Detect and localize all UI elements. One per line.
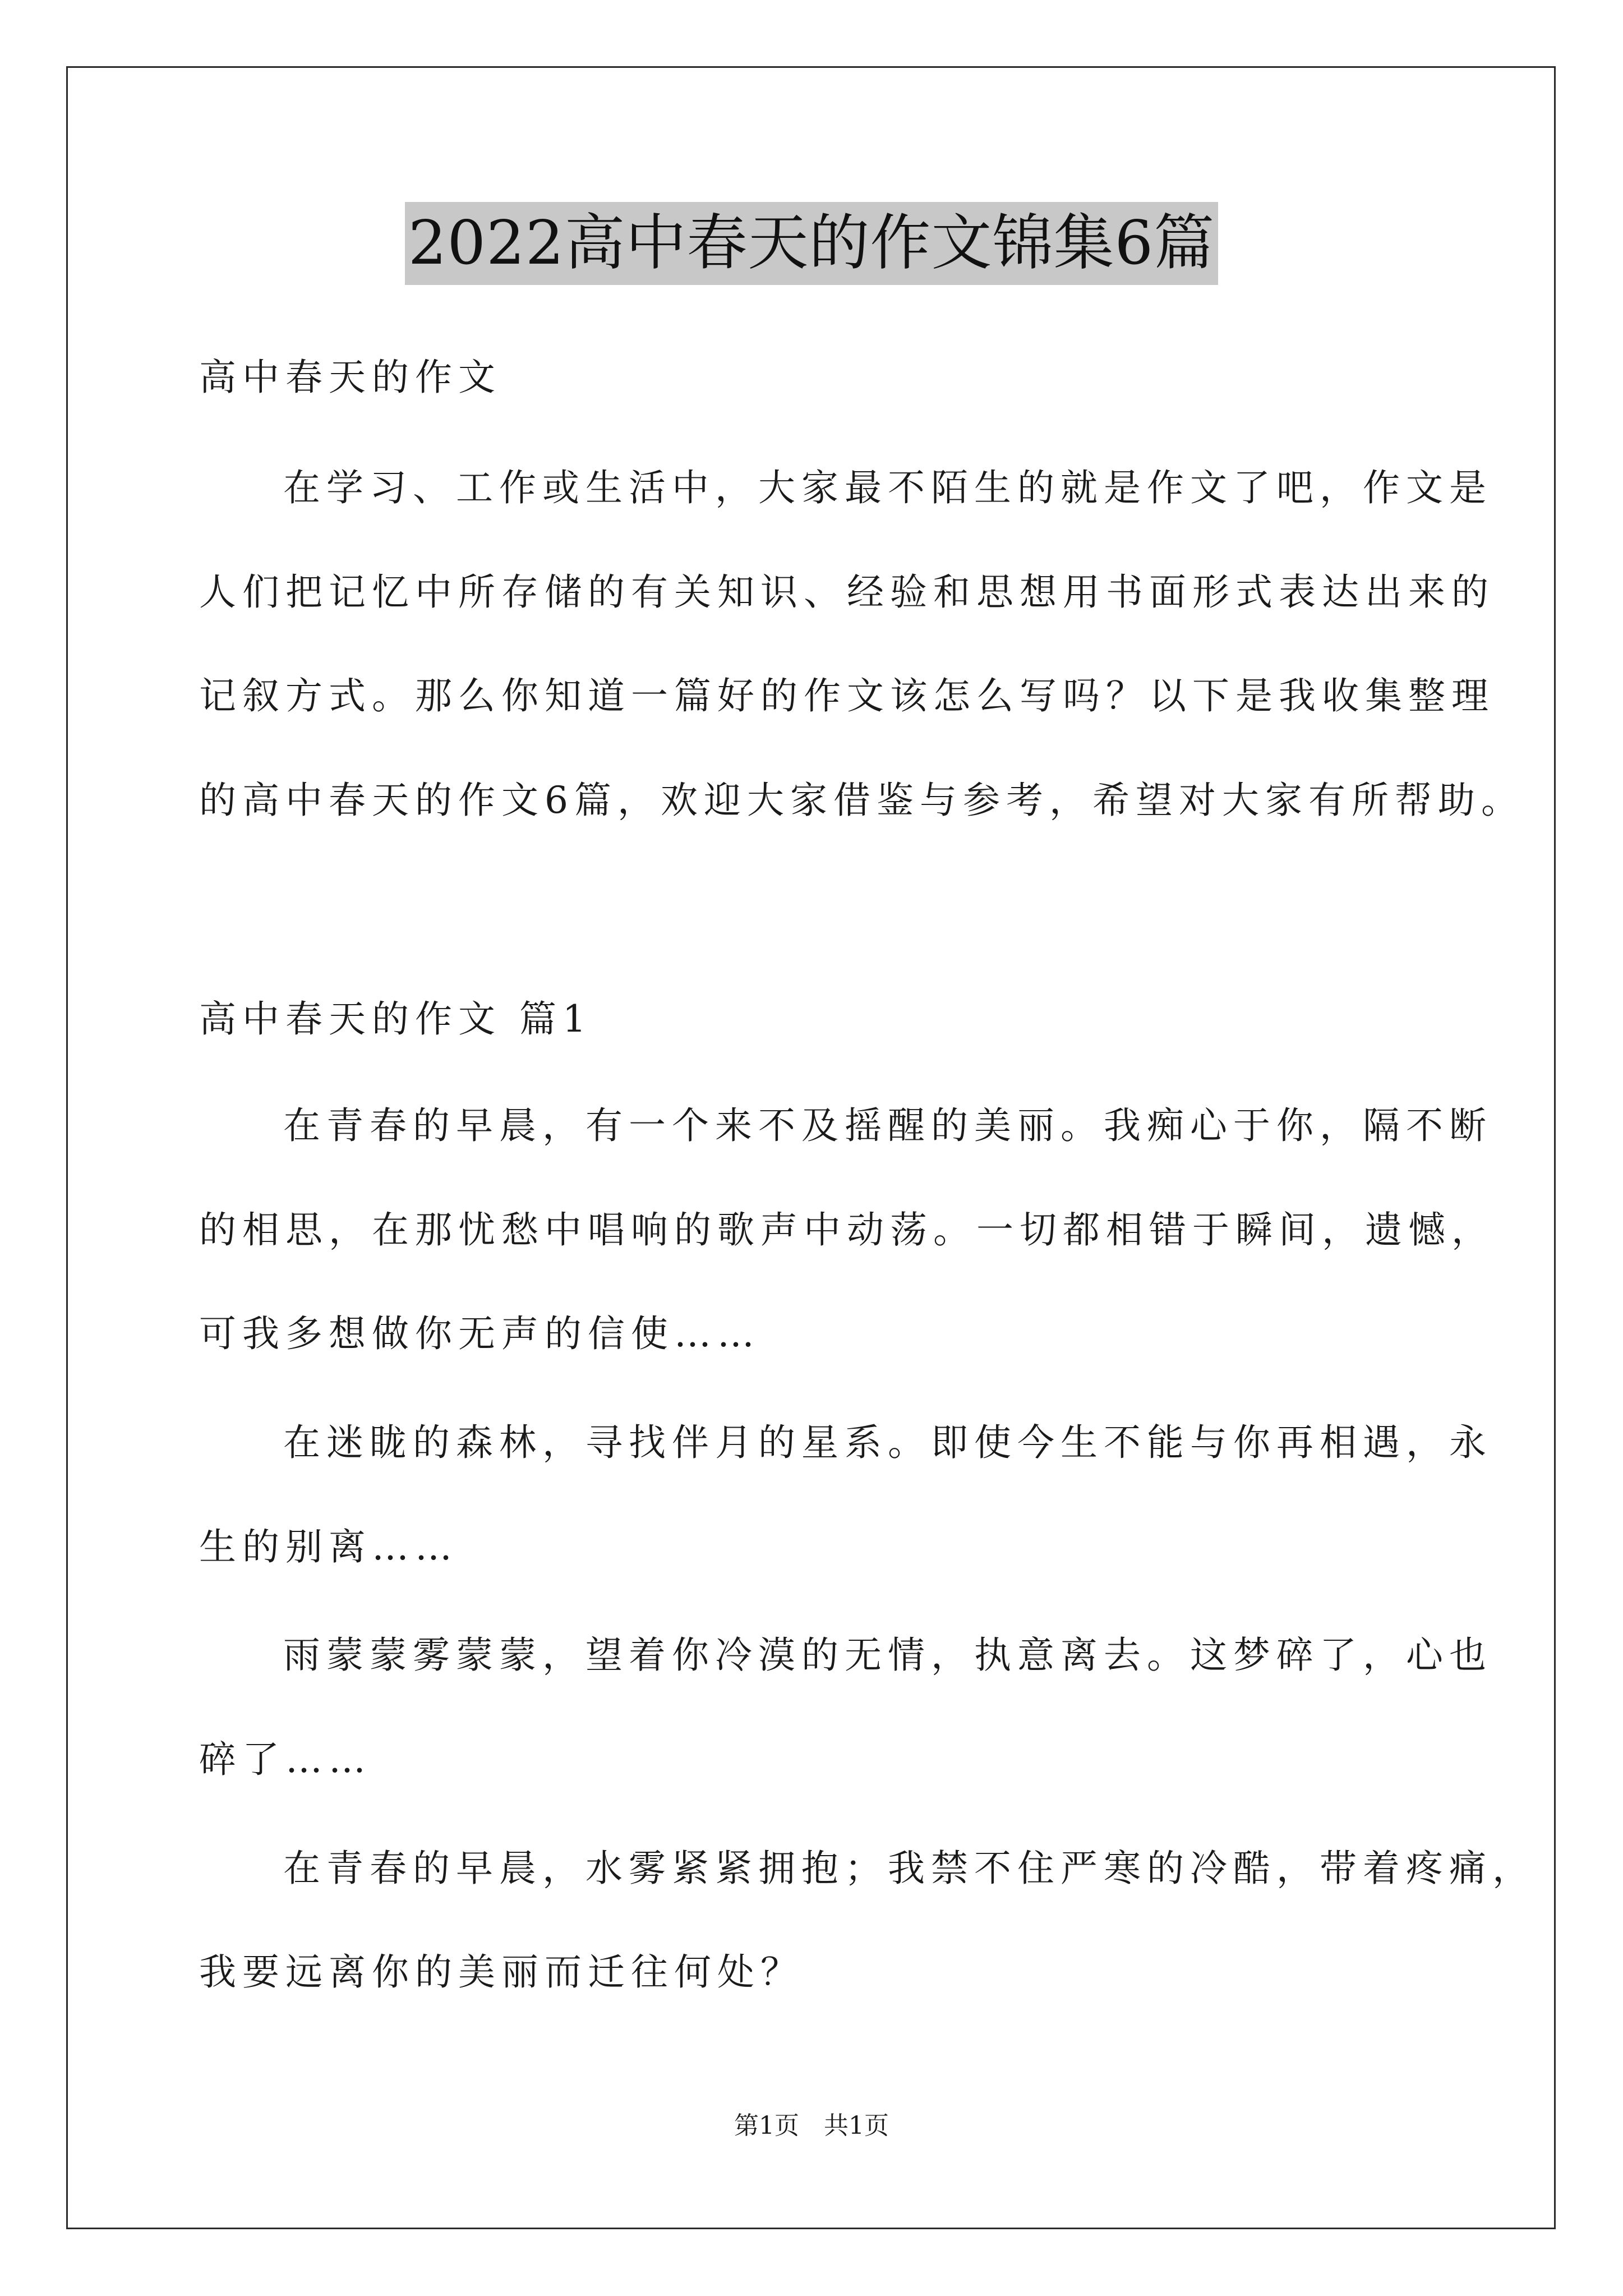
paragraph-line: 可我多想做你无声的信使……	[199, 1312, 760, 1355]
paragraph-line: 的高中春天的作文6篇，欢迎大家借鉴与参考，希望对大家有所帮助。	[199, 779, 1524, 822]
paragraph-line: 我要远离你的美丽而迁往何处？	[199, 1950, 804, 1994]
paragraph-line: 碎了……	[199, 1738, 372, 1781]
document-title: 2022高中春天的作文锦集6篇	[405, 202, 1219, 285]
title-container	[0, 202, 1623, 285]
paragraph-line: 在学习、工作或生活中，大家最不陌生的就是作文了吧，作文是	[283, 466, 1492, 509]
section-heading: 高中春天的作文 篇1	[199, 997, 592, 1041]
paragraph-line: 在迷眬的森林，寻找伴月的星系。即使今生不能与你再相遇，永	[283, 1421, 1492, 1464]
paragraph-line: 在青春的早晨，水雾紧紧拥抱；我禁不住严寒的冷酷，带着疼痛，	[283, 1847, 1536, 1890]
paragraph-line: 人们把记忆中所存储的有关知识、经验和思想用书面形式表达出来的	[199, 570, 1495, 614]
paragraph-line: 的相思，在那忧愁中唱响的歌声中动荡。一切都相错于瞬间，遗憾，	[199, 1208, 1495, 1251]
paragraph-line: 在青春的早晨，有一个来不及摇醒的美丽。我痴心于你，隔不断	[283, 1104, 1492, 1147]
section-heading: 高中春天的作文	[199, 356, 501, 399]
paragraph-line: 雨蒙蒙雾蒙蒙，望着你冷漠的无情，执意离去。这梦碎了，心也	[283, 1634, 1492, 1677]
page-footer: 第1页 共1页	[734, 2111, 889, 2140]
paragraph-line: 生的别离……	[199, 1525, 458, 1568]
paragraph-line: 记叙方式。那么你知道一篇好的作文该怎么写吗？以下是我收集整理	[199, 674, 1495, 717]
